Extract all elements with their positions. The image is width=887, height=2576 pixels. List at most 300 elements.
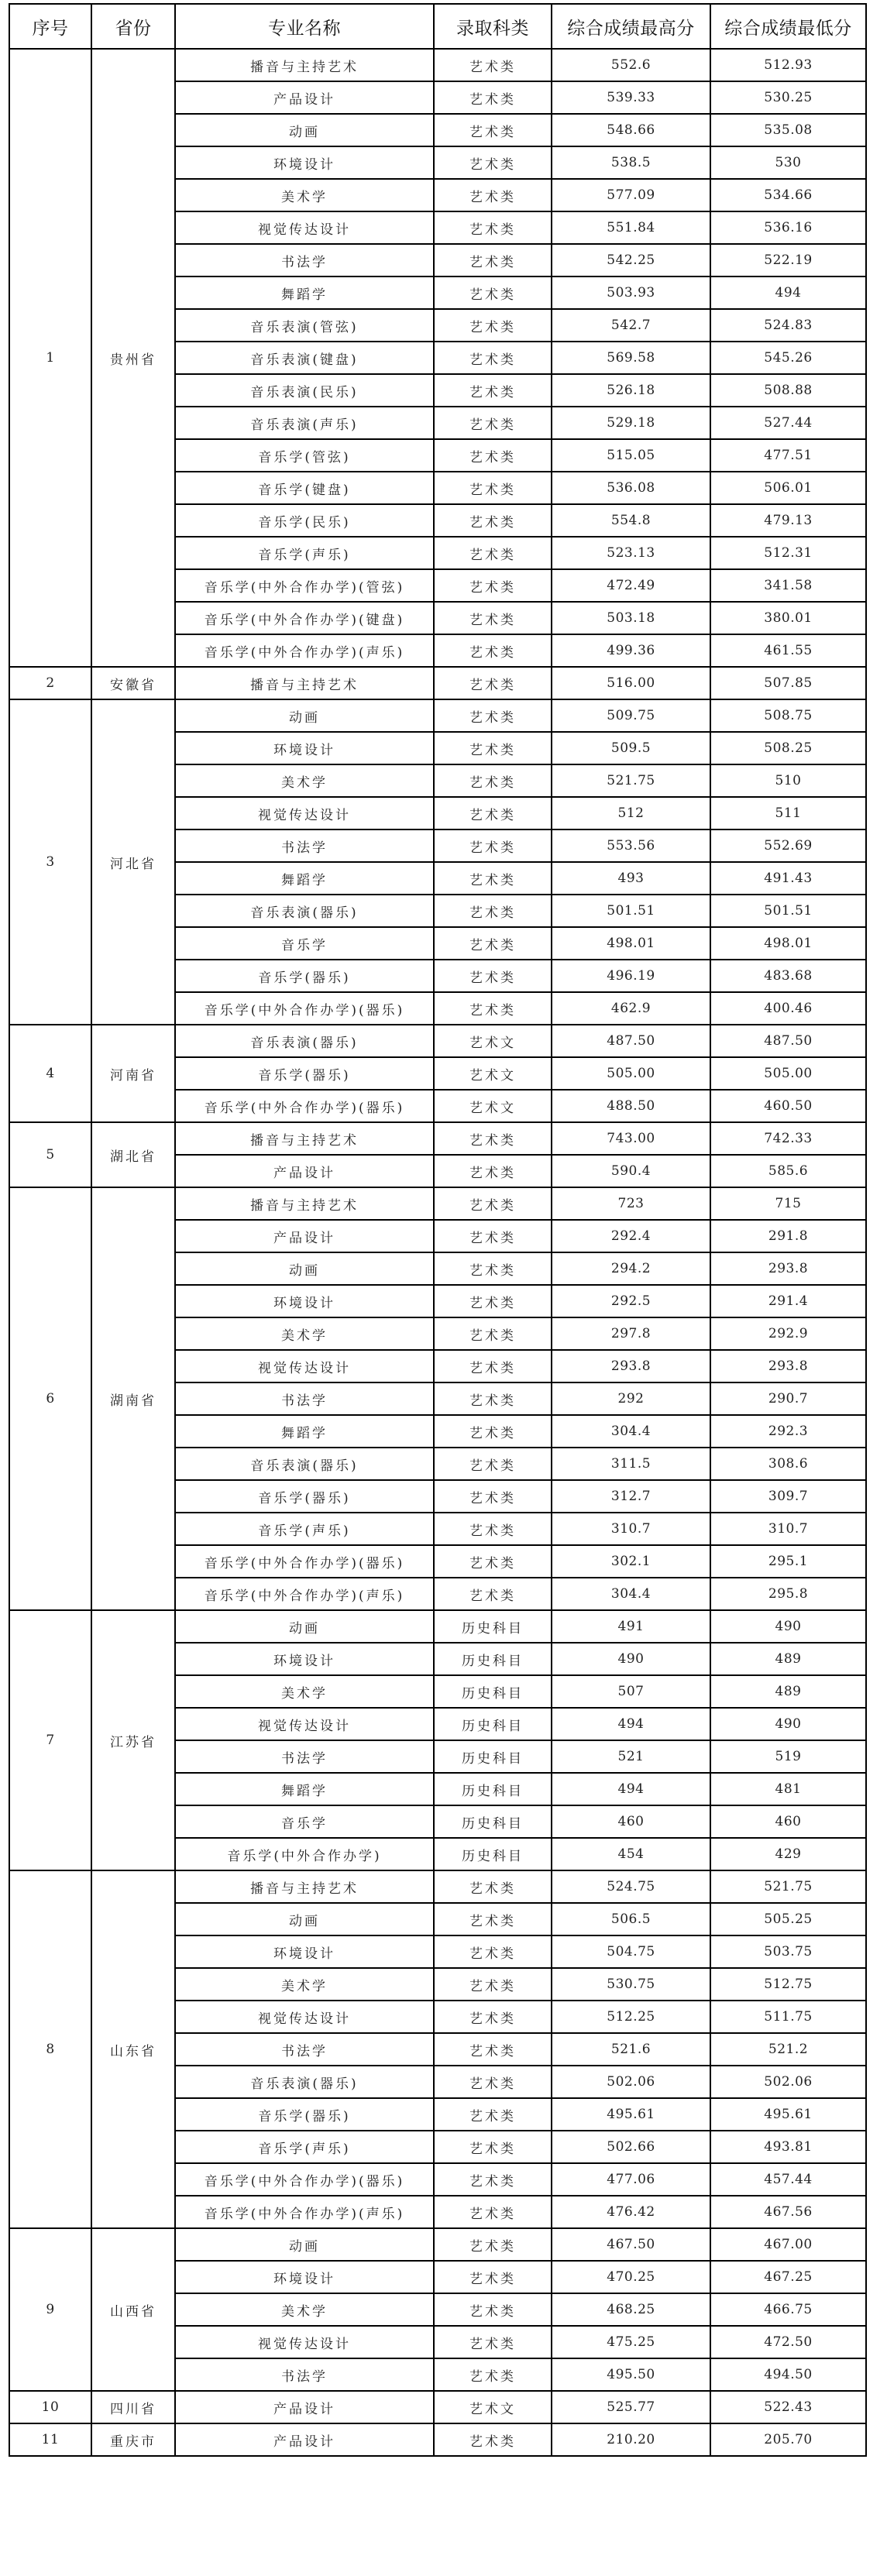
cell-min-score: 508.75 bbox=[710, 699, 866, 732]
cell-index: 7 bbox=[9, 1610, 91, 1870]
table-row bbox=[9, 2423, 866, 2456]
cell-max-score: 475.25 bbox=[552, 2326, 710, 2358]
cell-min-score: 545.26 bbox=[710, 342, 866, 374]
cell-min-score: 512.75 bbox=[710, 1968, 866, 2001]
cell-max-score: 530.75 bbox=[552, 1968, 710, 2001]
cell-category: 艺术类 bbox=[434, 1382, 552, 1415]
cell-category: 艺术类 bbox=[434, 2163, 552, 2196]
cell-major: 舞蹈学 bbox=[175, 276, 434, 309]
cell-category: 历史科目 bbox=[434, 1675, 552, 1708]
cell-major: 环境设计 bbox=[175, 1643, 434, 1675]
cell-max-score: 569.58 bbox=[552, 342, 710, 374]
cell-category: 艺术类 bbox=[434, 1415, 552, 1448]
cell-major: 音乐学 bbox=[175, 927, 434, 960]
cell-min-score: 489 bbox=[710, 1643, 866, 1675]
cell-min-score: 536.16 bbox=[710, 211, 866, 244]
cell-category: 艺术类 bbox=[434, 2131, 552, 2163]
cell-major: 音乐学(中外合作办学)(声乐) bbox=[175, 1578, 434, 1610]
cell-min-score: 494.50 bbox=[710, 2358, 866, 2391]
cell-max-score: 521.75 bbox=[552, 764, 710, 797]
cell-major: 书法学 bbox=[175, 829, 434, 862]
cell-category: 艺术类 bbox=[434, 862, 552, 895]
cell-major: 音乐学(器乐) bbox=[175, 1057, 434, 1090]
cell-category: 艺术类 bbox=[434, 2098, 552, 2131]
cell-major: 美术学 bbox=[175, 1675, 434, 1708]
cell-index: 2 bbox=[9, 667, 91, 699]
cell-category: 艺术类 bbox=[434, 342, 552, 374]
cell-major: 音乐学(中外合作办学)(声乐) bbox=[175, 634, 434, 667]
cell-major: 美术学 bbox=[175, 1968, 434, 2001]
cell-major: 美术学 bbox=[175, 179, 434, 211]
cell-index: 9 bbox=[9, 2228, 91, 2391]
cell-province: 河北省 bbox=[91, 699, 175, 1025]
cell-province: 湖北省 bbox=[91, 1122, 175, 1187]
cell-major: 播音与主持艺术 bbox=[175, 49, 434, 81]
cell-max-score: 302.1 bbox=[552, 1545, 710, 1578]
cell-max-score: 472.49 bbox=[552, 569, 710, 602]
cell-province: 安徽省 bbox=[91, 667, 175, 699]
cell-category: 历史科目 bbox=[434, 1610, 552, 1643]
cell-category: 艺术类 bbox=[434, 1350, 552, 1382]
cell-min-score: 490 bbox=[710, 1708, 866, 1740]
cell-province: 江苏省 bbox=[91, 1610, 175, 1870]
cell-major: 动画 bbox=[175, 1610, 434, 1643]
cell-min-score: 502.06 bbox=[710, 2066, 866, 2098]
cell-major: 音乐学(中外合作办学)(器乐) bbox=[175, 2163, 434, 2196]
cell-major: 环境设计 bbox=[175, 732, 434, 764]
cell-index: 11 bbox=[9, 2423, 91, 2456]
cell-province: 湖南省 bbox=[91, 1187, 175, 1610]
cell-major: 音乐学(声乐) bbox=[175, 2131, 434, 2163]
cell-max-score: 294.2 bbox=[552, 1252, 710, 1285]
cell-max-score: 551.84 bbox=[552, 211, 710, 244]
cell-min-score: 527.44 bbox=[710, 407, 866, 439]
cell-category: 历史科目 bbox=[434, 1838, 552, 1870]
table-row bbox=[9, 1025, 866, 1057]
cell-min-score: 467.25 bbox=[710, 2261, 866, 2293]
cell-max-score: 525.77 bbox=[552, 2391, 710, 2423]
cell-min-score: 467.56 bbox=[710, 2196, 866, 2228]
cell-major: 播音与主持艺术 bbox=[175, 1870, 434, 1903]
cell-major: 动画 bbox=[175, 2228, 434, 2261]
cell-max-score: 470.25 bbox=[552, 2261, 710, 2293]
cell-major: 音乐表演(民乐) bbox=[175, 374, 434, 407]
cell-max-score: 542.25 bbox=[552, 244, 710, 276]
cell-index: 3 bbox=[9, 699, 91, 1025]
cell-index: 1 bbox=[9, 49, 91, 667]
header-row bbox=[9, 4, 866, 49]
cell-province: 重庆市 bbox=[91, 2423, 175, 2456]
cell-major: 舞蹈学 bbox=[175, 1773, 434, 1805]
cell-max-score: 506.5 bbox=[552, 1903, 710, 1935]
cell-category: 艺术类 bbox=[434, 1220, 552, 1252]
cell-min-score: 466.75 bbox=[710, 2293, 866, 2326]
cell-major: 音乐表演(器乐) bbox=[175, 895, 434, 927]
cell-max-score: 467.50 bbox=[552, 2228, 710, 2261]
cell-min-score: 506.01 bbox=[710, 472, 866, 504]
cell-min-score: 293.8 bbox=[710, 1252, 866, 1285]
table-row bbox=[9, 49, 866, 81]
cell-category: 艺术类 bbox=[434, 895, 552, 927]
cell-max-score: 529.18 bbox=[552, 407, 710, 439]
cell-max-score: 577.09 bbox=[552, 179, 710, 211]
cell-max-score: 499.36 bbox=[552, 634, 710, 667]
cell-category: 艺术类 bbox=[434, 992, 552, 1025]
cell-category: 艺术类 bbox=[434, 1448, 552, 1480]
cell-min-score: 461.55 bbox=[710, 634, 866, 667]
cell-max-score: 552.6 bbox=[552, 49, 710, 81]
cell-min-score: 508.25 bbox=[710, 732, 866, 764]
cell-category: 艺术类 bbox=[434, 1285, 552, 1317]
cell-category: 艺术文 bbox=[434, 2391, 552, 2423]
cell-category: 艺术类 bbox=[434, 927, 552, 960]
cell-category: 艺术类 bbox=[434, 2196, 552, 2228]
cell-min-score: 400.46 bbox=[710, 992, 866, 1025]
cell-major: 音乐学(中外合作办学)(声乐) bbox=[175, 2196, 434, 2228]
cell-max-score: 536.08 bbox=[552, 472, 710, 504]
table-body bbox=[9, 49, 866, 2456]
cell-max-score: 505.00 bbox=[552, 1057, 710, 1090]
table-row bbox=[9, 699, 866, 732]
cell-major: 播音与主持艺术 bbox=[175, 1122, 434, 1155]
cell-min-score: 519 bbox=[710, 1740, 866, 1773]
cell-category: 艺术类 bbox=[434, 1122, 552, 1155]
cell-min-score: 487.50 bbox=[710, 1025, 866, 1057]
cell-max-score: 477.06 bbox=[552, 2163, 710, 2196]
cell-min-score: 501.51 bbox=[710, 895, 866, 927]
cell-max-score: 509.5 bbox=[552, 732, 710, 764]
cell-category: 艺术类 bbox=[434, 439, 552, 472]
cell-category: 艺术类 bbox=[434, 1968, 552, 2001]
cell-major: 播音与主持艺术 bbox=[175, 1187, 434, 1220]
cell-min-score: 491.43 bbox=[710, 862, 866, 895]
header-major: 专业名称 bbox=[175, 4, 434, 49]
cell-category: 艺术类 bbox=[434, 797, 552, 829]
cell-major: 书法学 bbox=[175, 2033, 434, 2066]
cell-major: 美术学 bbox=[175, 1317, 434, 1350]
cell-major: 音乐学(中外合作办学) bbox=[175, 1838, 434, 1870]
cell-max-score: 521.6 bbox=[552, 2033, 710, 2066]
table-row bbox=[9, 2391, 866, 2423]
cell-min-score: 534.66 bbox=[710, 179, 866, 211]
cell-min-score: 457.44 bbox=[710, 2163, 866, 2196]
cell-category: 艺术类 bbox=[434, 1155, 552, 1187]
cell-category: 艺术类 bbox=[434, 374, 552, 407]
cell-min-score: 512.93 bbox=[710, 49, 866, 81]
cell-major: 音乐学(民乐) bbox=[175, 504, 434, 537]
cell-max-score: 304.4 bbox=[552, 1415, 710, 1448]
cell-major: 产品设计 bbox=[175, 1220, 434, 1252]
cell-min-score: 510 bbox=[710, 764, 866, 797]
cell-category: 历史科目 bbox=[434, 1773, 552, 1805]
cell-max-score: 516.00 bbox=[552, 667, 710, 699]
cell-major: 环境设计 bbox=[175, 1935, 434, 1968]
table-row bbox=[9, 667, 866, 699]
cell-major: 环境设计 bbox=[175, 1285, 434, 1317]
cell-major: 音乐学(中外合作办学)(键盘) bbox=[175, 602, 434, 634]
cell-min-score: 511 bbox=[710, 797, 866, 829]
cell-major: 音乐表演(器乐) bbox=[175, 1448, 434, 1480]
cell-max-score: 297.8 bbox=[552, 1317, 710, 1350]
cell-max-score: 538.5 bbox=[552, 146, 710, 179]
table-row bbox=[9, 1187, 866, 1220]
cell-min-score: 535.08 bbox=[710, 114, 866, 146]
cell-max-score: 553.56 bbox=[552, 829, 710, 862]
cell-category: 艺术类 bbox=[434, 504, 552, 537]
cell-category: 艺术类 bbox=[434, 179, 552, 211]
cell-category: 艺术类 bbox=[434, 1187, 552, 1220]
cell-min-score: 530 bbox=[710, 146, 866, 179]
cell-max-score: 512 bbox=[552, 797, 710, 829]
cell-major: 音乐学(中外合作办学)(器乐) bbox=[175, 1545, 434, 1578]
admission-scores-table bbox=[9, 3, 867, 2457]
cell-min-score: 295.8 bbox=[710, 1578, 866, 1610]
cell-max-score: 498.01 bbox=[552, 927, 710, 960]
cell-category: 艺术类 bbox=[434, 1578, 552, 1610]
cell-category: 艺术类 bbox=[434, 764, 552, 797]
cell-min-score: 205.70 bbox=[710, 2423, 866, 2456]
cell-category: 艺术类 bbox=[434, 2033, 552, 2066]
cell-min-score: 472.50 bbox=[710, 2326, 866, 2358]
cell-major: 视觉传达设计 bbox=[175, 797, 434, 829]
cell-min-score: 291.4 bbox=[710, 1285, 866, 1317]
cell-major: 书法学 bbox=[175, 1382, 434, 1415]
cell-category: 艺术类 bbox=[434, 211, 552, 244]
cell-max-score: 526.18 bbox=[552, 374, 710, 407]
cell-major: 音乐学(声乐) bbox=[175, 537, 434, 569]
cell-category: 历史科目 bbox=[434, 1805, 552, 1838]
admission-scores-sheet bbox=[9, 3, 867, 2457]
cell-max-score: 460 bbox=[552, 1805, 710, 1838]
cell-max-score: 539.33 bbox=[552, 81, 710, 114]
cell-min-score: 522.43 bbox=[710, 2391, 866, 2423]
cell-category: 艺术类 bbox=[434, 2001, 552, 2033]
cell-category: 艺术类 bbox=[434, 114, 552, 146]
cell-max-score: 548.66 bbox=[552, 114, 710, 146]
cell-min-score: 479.13 bbox=[710, 504, 866, 537]
cell-max-score: 502.66 bbox=[552, 2131, 710, 2163]
cell-max-score: 491 bbox=[552, 1610, 710, 1643]
cell-major: 音乐学(器乐) bbox=[175, 2098, 434, 2131]
cell-major: 动画 bbox=[175, 699, 434, 732]
header-province: 省份 bbox=[91, 4, 175, 49]
cell-min-score: 511.75 bbox=[710, 2001, 866, 2033]
cell-major: 音乐表演(键盘) bbox=[175, 342, 434, 374]
cell-max-score: 293.8 bbox=[552, 1350, 710, 1382]
cell-min-score: 292.3 bbox=[710, 1415, 866, 1448]
cell-min-score: 481 bbox=[710, 1773, 866, 1805]
cell-major: 音乐学(器乐) bbox=[175, 1480, 434, 1513]
cell-min-score: 508.88 bbox=[710, 374, 866, 407]
cell-category: 艺术类 bbox=[434, 407, 552, 439]
cell-category: 艺术类 bbox=[434, 1935, 552, 1968]
cell-min-score: 715 bbox=[710, 1187, 866, 1220]
cell-major: 音乐学(器乐) bbox=[175, 960, 434, 992]
cell-major: 音乐表演(器乐) bbox=[175, 2066, 434, 2098]
table-row bbox=[9, 2228, 866, 2261]
cell-min-score: 505.25 bbox=[710, 1903, 866, 1935]
cell-max-score: 507 bbox=[552, 1675, 710, 1708]
cell-major: 产品设计 bbox=[175, 81, 434, 114]
cell-category: 艺术类 bbox=[434, 276, 552, 309]
cell-min-score: 295.1 bbox=[710, 1545, 866, 1578]
cell-category: 艺术文 bbox=[434, 1090, 552, 1122]
cell-major: 动画 bbox=[175, 1252, 434, 1285]
cell-category: 艺术类 bbox=[434, 1513, 552, 1545]
cell-max-score: 503.93 bbox=[552, 276, 710, 309]
cell-category: 艺术类 bbox=[434, 309, 552, 342]
cell-max-score: 468.25 bbox=[552, 2293, 710, 2326]
cell-min-score: 310.7 bbox=[710, 1513, 866, 1545]
cell-max-score: 501.51 bbox=[552, 895, 710, 927]
cell-province: 山西省 bbox=[91, 2228, 175, 2391]
cell-index: 4 bbox=[9, 1025, 91, 1122]
cell-max-score: 310.7 bbox=[552, 1513, 710, 1545]
cell-category: 艺术文 bbox=[434, 1057, 552, 1090]
cell-category: 艺术类 bbox=[434, 732, 552, 764]
cell-max-score: 743.00 bbox=[552, 1122, 710, 1155]
cell-category: 历史科目 bbox=[434, 1643, 552, 1675]
cell-max-score: 312.7 bbox=[552, 1480, 710, 1513]
cell-category: 艺术类 bbox=[434, 2358, 552, 2391]
cell-min-score: 489 bbox=[710, 1675, 866, 1708]
cell-province: 贵州省 bbox=[91, 49, 175, 667]
cell-major: 书法学 bbox=[175, 244, 434, 276]
cell-major: 舞蹈学 bbox=[175, 1415, 434, 1448]
cell-category: 艺术文 bbox=[434, 1025, 552, 1057]
cell-category: 艺术类 bbox=[434, 569, 552, 602]
cell-max-score: 292.4 bbox=[552, 1220, 710, 1252]
cell-category: 艺术类 bbox=[434, 2066, 552, 2098]
cell-major: 动画 bbox=[175, 114, 434, 146]
cell-major: 书法学 bbox=[175, 2358, 434, 2391]
cell-category: 艺术类 bbox=[434, 602, 552, 634]
cell-category: 历史科目 bbox=[434, 1740, 552, 1773]
cell-min-score: 483.68 bbox=[710, 960, 866, 992]
cell-category: 艺术类 bbox=[434, 699, 552, 732]
cell-min-score: 477.51 bbox=[710, 439, 866, 472]
cell-major: 音乐学(中外合作办学)(管弦) bbox=[175, 569, 434, 602]
cell-min-score: 521.2 bbox=[710, 2033, 866, 2066]
cell-min-score: 460 bbox=[710, 1805, 866, 1838]
cell-max-score: 524.75 bbox=[552, 1870, 710, 1903]
cell-category: 艺术类 bbox=[434, 1545, 552, 1578]
cell-major: 环境设计 bbox=[175, 2261, 434, 2293]
cell-max-score: 210.20 bbox=[552, 2423, 710, 2456]
cell-category: 艺术类 bbox=[434, 81, 552, 114]
cell-major: 音乐学(中外合作办学)(器乐) bbox=[175, 1090, 434, 1122]
cell-major: 音乐学(声乐) bbox=[175, 1513, 434, 1545]
cell-min-score: 291.8 bbox=[710, 1220, 866, 1252]
cell-min-score: 309.7 bbox=[710, 1480, 866, 1513]
cell-min-score: 742.33 bbox=[710, 1122, 866, 1155]
cell-major: 产品设计 bbox=[175, 2391, 434, 2423]
cell-max-score: 292.5 bbox=[552, 1285, 710, 1317]
header-min-score: 综合成绩最低分 bbox=[710, 4, 866, 49]
cell-index: 8 bbox=[9, 1870, 91, 2228]
cell-index: 6 bbox=[9, 1187, 91, 1610]
cell-category: 艺术类 bbox=[434, 2293, 552, 2326]
cell-min-score: 498.01 bbox=[710, 927, 866, 960]
cell-category: 艺术类 bbox=[434, 472, 552, 504]
cell-min-score: 524.83 bbox=[710, 309, 866, 342]
cell-category: 艺术类 bbox=[434, 2423, 552, 2456]
cell-major: 书法学 bbox=[175, 1740, 434, 1773]
cell-max-score: 304.4 bbox=[552, 1578, 710, 1610]
cell-max-score: 490 bbox=[552, 1643, 710, 1675]
cell-max-score: 723 bbox=[552, 1187, 710, 1220]
cell-max-score: 523.13 bbox=[552, 537, 710, 569]
cell-min-score: 467.00 bbox=[710, 2228, 866, 2261]
table-row bbox=[9, 1610, 866, 1643]
cell-index: 5 bbox=[9, 1122, 91, 1187]
cell-min-score: 503.75 bbox=[710, 1935, 866, 1968]
cell-category: 艺术类 bbox=[434, 146, 552, 179]
cell-min-score: 429 bbox=[710, 1838, 866, 1870]
cell-max-score: 311.5 bbox=[552, 1448, 710, 1480]
cell-max-score: 476.42 bbox=[552, 2196, 710, 2228]
cell-min-score: 293.8 bbox=[710, 1350, 866, 1382]
cell-min-score: 380.01 bbox=[710, 602, 866, 634]
cell-min-score: 495.61 bbox=[710, 2098, 866, 2131]
cell-min-score: 585.6 bbox=[710, 1155, 866, 1187]
cell-major: 动画 bbox=[175, 1903, 434, 1935]
cell-min-score: 505.00 bbox=[710, 1057, 866, 1090]
cell-major: 美术学 bbox=[175, 764, 434, 797]
cell-major: 播音与主持艺术 bbox=[175, 667, 434, 699]
cell-category: 艺术类 bbox=[434, 1480, 552, 1513]
cell-min-score: 552.69 bbox=[710, 829, 866, 862]
cell-major: 视觉传达设计 bbox=[175, 211, 434, 244]
cell-max-score: 515.05 bbox=[552, 439, 710, 472]
table-row bbox=[9, 1870, 866, 1903]
header-index: 序号 bbox=[9, 4, 91, 49]
cell-min-score: 460.50 bbox=[710, 1090, 866, 1122]
cell-major: 产品设计 bbox=[175, 2423, 434, 2456]
cell-category: 艺术类 bbox=[434, 1317, 552, 1350]
cell-category: 艺术类 bbox=[434, 960, 552, 992]
cell-min-score: 490 bbox=[710, 1610, 866, 1643]
cell-category: 艺术类 bbox=[434, 634, 552, 667]
cell-category: 艺术类 bbox=[434, 1252, 552, 1285]
cell-major: 音乐学(中外合作办学)(器乐) bbox=[175, 992, 434, 1025]
cell-min-score: 522.19 bbox=[710, 244, 866, 276]
cell-category: 艺术类 bbox=[434, 1870, 552, 1903]
cell-province: 山东省 bbox=[91, 1870, 175, 2228]
cell-min-score: 512.31 bbox=[710, 537, 866, 569]
cell-max-score: 590.4 bbox=[552, 1155, 710, 1187]
cell-major: 视觉传达设计 bbox=[175, 1708, 434, 1740]
cell-min-score: 290.7 bbox=[710, 1382, 866, 1415]
cell-major: 舞蹈学 bbox=[175, 862, 434, 895]
cell-province: 四川省 bbox=[91, 2391, 175, 2423]
cell-category: 艺术类 bbox=[434, 244, 552, 276]
cell-major: 环境设计 bbox=[175, 146, 434, 179]
cell-category: 艺术类 bbox=[434, 1903, 552, 1935]
cell-max-score: 503.18 bbox=[552, 602, 710, 634]
cell-category: 艺术类 bbox=[434, 2326, 552, 2358]
cell-major: 音乐表演(管弦) bbox=[175, 309, 434, 342]
cell-category: 艺术类 bbox=[434, 2228, 552, 2261]
cell-max-score: 496.19 bbox=[552, 960, 710, 992]
cell-max-score: 509.75 bbox=[552, 699, 710, 732]
header-max-score: 综合成绩最高分 bbox=[552, 4, 710, 49]
cell-category: 艺术类 bbox=[434, 2261, 552, 2293]
header-category: 录取科类 bbox=[434, 4, 552, 49]
cell-min-score: 308.6 bbox=[710, 1448, 866, 1480]
cell-province: 河南省 bbox=[91, 1025, 175, 1122]
cell-major: 视觉传达设计 bbox=[175, 1350, 434, 1382]
